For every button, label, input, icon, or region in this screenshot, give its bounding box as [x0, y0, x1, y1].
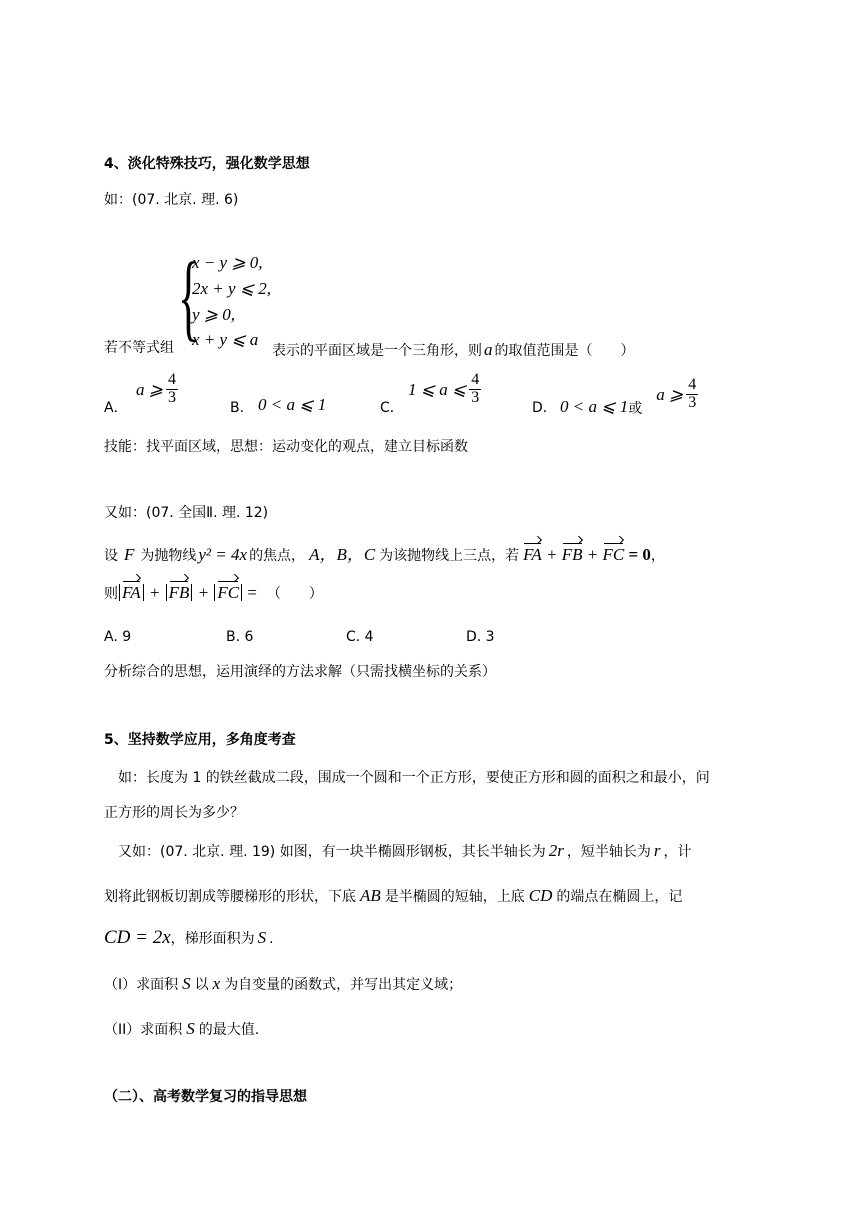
analysis-note: 分析综合的思想，运用演绎的方法求解（只需找横坐标的关系） [104, 664, 496, 680]
ineq-line-4: x + y ⩽ a [192, 330, 259, 349]
skill-note: 技能：找平面区域，思想：运动变化的观点，建立目标函数 [104, 439, 468, 455]
option-a-label: A． [104, 400, 128, 416]
q2-option-b: B. 6 [226, 629, 254, 645]
option-c-label: C． [380, 400, 404, 416]
question-mid: 表示的平面区域是一个三角形，则 a 的取值范围是（ ） [272, 340, 635, 359]
ineq-line-2: 2x + y ⩽ 2, [192, 279, 272, 298]
section-2-heading: （二）、高考数学复习的指导思想 [104, 1089, 307, 1105]
option-b-expr: 0 < a ⩽ 1 [258, 395, 327, 414]
reference-1: 如：(07. 北京. 理. 6) [104, 192, 239, 208]
q2-option-a: A. 9 [104, 629, 132, 645]
q2-option-d: D. 3 [466, 629, 495, 645]
left-brace-icon: { [178, 243, 200, 351]
fraction-4-3: $\frac{4}{3}$ [168, 371, 176, 406]
option-c-expr: 1 ⩽ a ⩽ $\frac{4}{3}$ [408, 371, 480, 406]
ineq-line-1: x − y ⩾ 0, [192, 253, 263, 272]
question-2-line-2: 则 FA + FB + FC = （ ） [104, 583, 323, 602]
question-prefix: 若不等式组 [104, 340, 174, 356]
section-4-title: 4、淡化特殊技巧，强化数学思想 [104, 156, 310, 172]
paragraph-2-line-3: CD = 2x ，梯形面积为 S . [104, 927, 274, 948]
sub-question-2: （II）求面积 S 的最大值. [104, 1019, 260, 1038]
paragraph-2-line-1: 又如：(07. 北京. 理. 19) 如图，有一块半椭圆形钢板，其长半轴长为 2r ，短半轴长为 r ，计 [118, 841, 692, 860]
ineq-line-3: y ⩾ 0, [192, 305, 236, 324]
option-b-label: B． [230, 400, 254, 416]
section-5-title: 5、坚持数学应用，多角度考查 [104, 732, 296, 748]
sub-question-1: （I）求面积 S 以 x 为自变量的函数式，并写出其定义域； [104, 974, 463, 993]
paragraph-1-line-2: 正方形的周长为多少？ [104, 805, 244, 821]
reference-2: 又如：(07. 全国Ⅱ. 理. 12) [104, 505, 269, 521]
paragraph-1-line-1: 如：长度为 1 的铁丝截成二段，围成一个圆和一个正方形，要使正方形和圆的面积之和最小，问 [118, 770, 710, 786]
option-d-label: D． [532, 400, 557, 416]
q2-option-c: C. 4 [346, 629, 374, 645]
option-d-expr: 0 < a ⩽ 1 或 a ⩾ $\frac{4}{3}$ [560, 375, 697, 417]
paragraph-2-line-2: 划将此钢板切割成等腰梯形的形状，下底 AB 是半椭圆的短轴，上底 CD 的端点在椭圆上，记 [104, 886, 683, 905]
option-a-expr: a ⩾ $\frac{4}{3}$ [136, 371, 176, 406]
question-2-line-1: 设 F 为抛物线 y² = 4x 的焦点， A，B，C 为该抛物线上三点，若 FA + FB + FC = 0 ， [104, 545, 665, 564]
